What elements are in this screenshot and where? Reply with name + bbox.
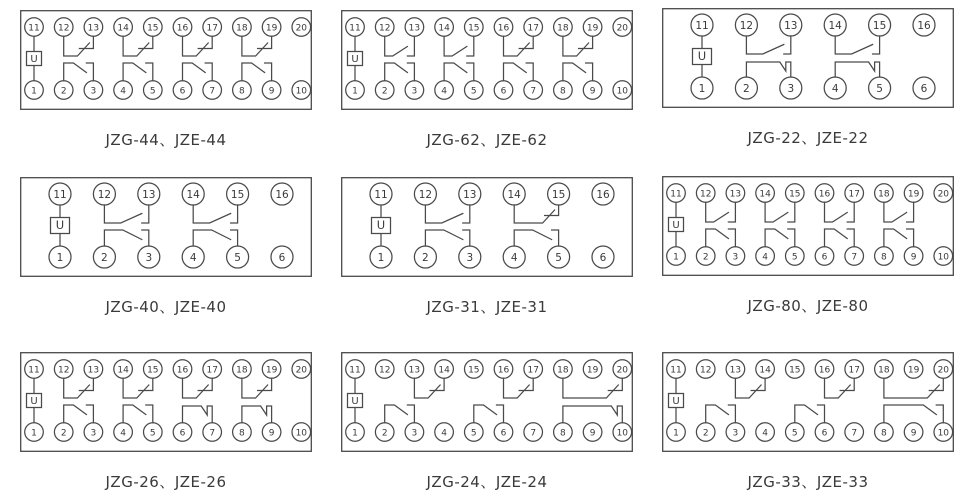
- contact-14-15-no: [765, 202, 795, 222]
- terminal-label-16: 16: [497, 365, 510, 376]
- terminal-wiring-diagram-jzg-22: [662, 8, 954, 108]
- terminal-label-20: 20: [616, 365, 629, 376]
- terminal-label-11: 11: [53, 188, 67, 201]
- terminal-label-4: 4: [762, 252, 768, 263]
- contact-5-6-no: [795, 405, 825, 423]
- terminal-label-13: 13: [729, 189, 742, 200]
- contact-16-17-nc: [825, 378, 855, 398]
- terminal-label-18: 18: [557, 365, 569, 376]
- terminal-label-3: 3: [732, 252, 739, 263]
- diagram-caption: JZG-62、JZE-62: [426, 131, 548, 149]
- terminal-label-5: 5: [555, 251, 562, 264]
- terminal-label-1: 1: [352, 86, 358, 97]
- contact-2-3-no: [425, 230, 469, 246]
- terminal-label-1: 1: [698, 82, 706, 95]
- terminal-label-6: 6: [500, 86, 507, 97]
- terminal-label-9: 9: [910, 252, 917, 263]
- contact-8-9-nc: [242, 406, 272, 423]
- terminal-label-17: 17: [527, 365, 539, 376]
- terminal-label-5: 5: [470, 428, 477, 439]
- coil-label: U: [351, 54, 359, 66]
- terminal-label-13: 13: [87, 365, 100, 376]
- terminal-label-15: 15: [147, 365, 159, 376]
- contact-8-9-no: [884, 229, 914, 247]
- terminal-label-1: 1: [31, 86, 37, 97]
- terminal-label-1: 1: [673, 252, 679, 263]
- terminal-label-20: 20: [295, 23, 308, 34]
- terminal-label-7: 7: [530, 428, 537, 439]
- terminal-label-6: 6: [500, 428, 507, 439]
- terminal-label-8: 8: [239, 86, 245, 97]
- terminal-label-11: 11: [28, 23, 40, 34]
- terminal-label-7: 7: [209, 86, 216, 97]
- terminal-label-17: 17: [527, 23, 539, 34]
- terminal-label-19: 19: [265, 365, 278, 376]
- terminal-label-3: 3: [90, 428, 97, 439]
- contact-4-5-no: [123, 405, 153, 423]
- contact-12-13-nc: [64, 36, 94, 56]
- terminal-label-3: 3: [787, 82, 795, 95]
- terminal-label-3: 3: [90, 86, 97, 97]
- contact-16-17-nc: [183, 36, 213, 56]
- terminal-label-6: 6: [278, 251, 286, 264]
- terminal-label-11: 11: [349, 23, 361, 34]
- terminal-label-19: 19: [586, 23, 599, 34]
- terminal-wiring-diagram-jzg-40: [20, 177, 312, 277]
- terminal-label-8: 8: [560, 428, 566, 439]
- terminal-wiring-diagram-jzg-62: [341, 10, 633, 110]
- contact-16-17-nc: [504, 36, 534, 56]
- terminal-label-6: 6: [599, 251, 607, 264]
- contact-4-5-nc: [835, 62, 879, 77]
- coil-label: U: [55, 218, 65, 233]
- contact-12-13-no: [706, 202, 736, 222]
- terminal-label-2: 2: [381, 428, 388, 439]
- terminal-label-15: 15: [789, 189, 801, 200]
- terminal-label-1: 1: [377, 251, 385, 264]
- contact-14-15-nc: [514, 205, 558, 223]
- terminal-label-4: 4: [120, 428, 126, 439]
- contact-14-15-no: [835, 36, 879, 54]
- terminal-label-20: 20: [937, 189, 950, 200]
- terminal-label-16: 16: [818, 365, 831, 376]
- terminal-label-1: 1: [352, 428, 358, 439]
- terminal-label-15: 15: [551, 188, 566, 201]
- terminal-label-4: 4: [510, 251, 518, 264]
- terminal-label-19: 19: [907, 189, 920, 200]
- terminal-label-17: 17: [848, 189, 860, 200]
- terminal-label-17: 17: [206, 23, 218, 34]
- terminal-wiring-diagram-jzg-31: [341, 177, 633, 277]
- terminal-label-2: 2: [60, 86, 67, 97]
- contact-12-13-no: [425, 205, 469, 223]
- terminal-label-1: 1: [31, 428, 37, 439]
- contact-6-7-no: [825, 229, 855, 247]
- diagram-caption: JZG-22、JZE-22: [747, 129, 869, 147]
- terminal-label-12: 12: [378, 23, 391, 34]
- contact-12-13-nc: [64, 378, 94, 398]
- coil-label: U: [30, 54, 38, 66]
- terminal-label-16: 16: [917, 19, 931, 32]
- contact-2-3-no: [706, 405, 736, 423]
- terminal-label-18: 18: [236, 365, 248, 376]
- terminal-label-10: 10: [295, 428, 308, 439]
- terminal-label-6: 6: [179, 428, 186, 439]
- terminal-label-3: 3: [466, 251, 474, 264]
- terminal-label-20: 20: [616, 23, 629, 34]
- terminal-label-2: 2: [60, 428, 67, 439]
- terminal-label-8: 8: [881, 252, 887, 263]
- terminal-label-4: 4: [441, 86, 447, 97]
- contact-8-9-no: [242, 63, 272, 81]
- terminal-label-11: 11: [695, 19, 709, 32]
- terminal-label-15: 15: [789, 365, 801, 376]
- terminal-label-6: 6: [821, 428, 828, 439]
- terminal-label-20: 20: [937, 365, 950, 376]
- terminal-label-6: 6: [920, 82, 928, 95]
- terminal-label-8: 8: [881, 428, 887, 439]
- diagram-card-jzg-44: [20, 10, 312, 150]
- coil-label: U: [672, 220, 680, 232]
- terminal-label-12: 12: [97, 188, 112, 201]
- contact-12-13-no: [385, 36, 415, 56]
- terminal-label-5: 5: [470, 86, 477, 97]
- diagram-card-jzg-62: [341, 10, 633, 150]
- terminal-label-15: 15: [872, 19, 887, 32]
- terminal-label-11: 11: [28, 365, 40, 376]
- terminal-label-14: 14: [117, 23, 129, 34]
- diagram-card-jzg-26: [20, 352, 312, 492]
- contact-4-5-no: [193, 230, 237, 246]
- terminal-label-15: 15: [468, 23, 480, 34]
- contact-18-19-no: [884, 202, 914, 222]
- contact-2-3-no: [385, 405, 415, 423]
- diagram-card-jzg-80: [662, 176, 954, 316]
- terminal-label-18: 18: [878, 365, 890, 376]
- terminal-label-2: 2: [381, 86, 388, 97]
- contact-8-10-no: [884, 405, 943, 423]
- diagram-caption: JZG-33、JZE-33: [747, 473, 869, 491]
- terminal-label-16: 16: [596, 188, 610, 201]
- terminal-label-7: 7: [530, 86, 537, 97]
- contact-16-17-nc: [504, 378, 534, 398]
- terminal-label-12: 12: [699, 365, 712, 376]
- terminal-label-19: 19: [586, 365, 599, 376]
- contact-4-5-no: [444, 63, 474, 81]
- contact-14-15-nc: [123, 378, 153, 398]
- contact-2-3-no: [706, 229, 736, 247]
- contact-6-7-no: [183, 63, 213, 81]
- terminal-label-13: 13: [729, 365, 742, 376]
- terminal-label-9: 9: [268, 86, 275, 97]
- terminal-label-8: 8: [239, 428, 245, 439]
- terminal-label-8: 8: [560, 86, 566, 97]
- terminal-label-4: 4: [762, 428, 768, 439]
- terminal-label-10: 10: [295, 86, 308, 97]
- terminal-label-17: 17: [848, 365, 860, 376]
- contact-2-3-no: [64, 405, 94, 423]
- terminal-label-12: 12: [739, 19, 754, 32]
- diagram-card-jzg-31: [341, 177, 633, 317]
- terminal-label-16: 16: [497, 23, 510, 34]
- diagram-card-jzg-24: [341, 352, 633, 492]
- contact-6-7-no: [504, 63, 534, 81]
- terminal-label-11: 11: [349, 365, 361, 376]
- terminal-label-9: 9: [589, 86, 596, 97]
- terminal-label-19: 19: [907, 365, 920, 376]
- contact-18-20-nc: [884, 378, 943, 398]
- terminal-wiring-diagram-jzg-44: [20, 10, 312, 110]
- terminal-label-2: 2: [702, 252, 709, 263]
- terminal-label-4: 4: [441, 428, 447, 439]
- terminal-label-7: 7: [851, 428, 858, 439]
- terminal-label-15: 15: [147, 23, 159, 34]
- terminal-label-13: 13: [142, 188, 156, 201]
- terminal-label-14: 14: [828, 19, 842, 32]
- diagram-card-jzg-22: [662, 8, 954, 148]
- diagram-caption: JZG-24、JZE-24: [426, 473, 548, 491]
- contact-14-15-no: [444, 36, 474, 56]
- terminal-label-6: 6: [821, 252, 828, 263]
- coil-label: U: [672, 396, 680, 408]
- contact-5-6-no: [474, 405, 504, 423]
- terminal-label-14: 14: [438, 23, 450, 34]
- contact-8-10-nc: [563, 406, 622, 423]
- contact-4-5-no: [765, 229, 795, 247]
- terminal-label-14: 14: [759, 189, 771, 200]
- terminal-label-16: 16: [818, 189, 831, 200]
- contact-13-14-nc: [414, 378, 444, 398]
- terminal-label-11: 11: [374, 188, 388, 201]
- terminal-label-16: 16: [275, 188, 289, 201]
- terminal-label-19: 19: [265, 23, 278, 34]
- terminal-label-5: 5: [791, 428, 798, 439]
- terminal-label-15: 15: [230, 188, 245, 201]
- terminal-label-12: 12: [57, 365, 70, 376]
- contact-16-17-no: [825, 202, 855, 222]
- coil-label: U: [351, 396, 359, 408]
- terminal-label-9: 9: [268, 428, 275, 439]
- diagram-caption: JZG-40、JZE-40: [105, 298, 227, 316]
- diagram-caption: JZG-26、JZE-26: [105, 473, 227, 491]
- terminal-label-5: 5: [791, 252, 798, 263]
- terminal-label-18: 18: [236, 23, 248, 34]
- terminal-label-14: 14: [186, 188, 200, 201]
- terminal-label-16: 16: [176, 23, 189, 34]
- terminal-label-10: 10: [616, 86, 629, 97]
- terminal-label-17: 17: [206, 365, 218, 376]
- diagram-caption: JZG-80、JZE-80: [747, 297, 869, 315]
- terminal-label-10: 10: [616, 428, 629, 439]
- contact-2-3-no: [64, 63, 94, 81]
- terminal-label-5: 5: [149, 428, 156, 439]
- diagram-caption: JZG-44、JZE-44: [105, 131, 227, 149]
- terminal-label-12: 12: [57, 23, 70, 34]
- contact-14-15-no: [193, 205, 237, 223]
- terminal-label-2: 2: [101, 251, 108, 264]
- terminal-label-9: 9: [589, 428, 596, 439]
- contact-18-19-nc: [242, 36, 272, 56]
- contact-12-13-no: [746, 36, 790, 54]
- contact-2-3-no: [385, 63, 415, 81]
- contact-13-14-nc: [735, 378, 765, 398]
- contact-16-17-nc: [183, 378, 213, 398]
- coil-label: U: [376, 218, 386, 233]
- diagram-card-jzg-33: [662, 352, 954, 492]
- terminal-label-2: 2: [743, 82, 750, 95]
- terminal-label-14: 14: [507, 188, 521, 201]
- terminal-label-5: 5: [234, 251, 241, 264]
- terminal-label-3: 3: [411, 86, 418, 97]
- terminal-label-5: 5: [876, 82, 883, 95]
- terminal-label-9: 9: [910, 428, 917, 439]
- terminal-label-3: 3: [732, 428, 739, 439]
- terminal-label-7: 7: [209, 428, 216, 439]
- terminal-label-1: 1: [673, 428, 679, 439]
- terminal-label-14: 14: [438, 365, 450, 376]
- contact-6-7-nc: [183, 406, 213, 423]
- terminal-label-11: 11: [670, 189, 682, 200]
- contact-14-15-nc: [123, 36, 153, 56]
- contact-4-5-no: [123, 63, 153, 81]
- contact-18-20-nc: [563, 378, 622, 398]
- terminal-label-20: 20: [295, 365, 308, 376]
- terminal-label-14: 14: [759, 365, 771, 376]
- coil-label: U: [697, 49, 707, 64]
- terminal-label-13: 13: [408, 23, 421, 34]
- terminal-label-10: 10: [937, 252, 950, 263]
- terminal-label-2: 2: [702, 428, 709, 439]
- coil-label: U: [30, 396, 38, 408]
- contact-8-9-no: [563, 63, 593, 81]
- terminal-wiring-diagram-jzg-24: [341, 352, 633, 452]
- terminal-label-14: 14: [117, 365, 129, 376]
- contact-4-5-no: [514, 230, 558, 246]
- terminal-label-11: 11: [670, 365, 682, 376]
- terminal-label-2: 2: [422, 251, 429, 264]
- terminal-label-7: 7: [851, 252, 858, 263]
- contact-2-3-nc: [746, 62, 790, 77]
- terminal-label-4: 4: [189, 251, 197, 264]
- contact-2-3-no: [104, 230, 148, 246]
- terminal-label-13: 13: [408, 365, 421, 376]
- terminal-label-13: 13: [463, 188, 477, 201]
- terminal-label-4: 4: [120, 86, 126, 97]
- terminal-label-5: 5: [149, 86, 156, 97]
- terminal-label-15: 15: [468, 365, 480, 376]
- terminal-label-3: 3: [145, 251, 153, 264]
- terminal-wiring-diagram-jzg-80: [662, 176, 954, 276]
- contact-12-13-no: [104, 205, 148, 223]
- diagram-caption: JZG-31、JZE-31: [426, 298, 548, 316]
- terminal-wiring-diagram-jzg-26: [20, 352, 312, 452]
- terminal-label-4: 4: [831, 82, 839, 95]
- terminal-label-6: 6: [179, 86, 186, 97]
- terminal-label-13: 13: [87, 23, 100, 34]
- diagram-card-jzg-40: [20, 177, 312, 317]
- terminal-label-10: 10: [937, 428, 950, 439]
- terminal-label-16: 16: [176, 365, 189, 376]
- contact-18-19-nc: [242, 378, 272, 398]
- terminal-label-12: 12: [378, 365, 391, 376]
- terminal-label-12: 12: [418, 188, 433, 201]
- contact-18-19-nc: [563, 36, 593, 56]
- terminal-label-18: 18: [557, 23, 569, 34]
- terminal-label-13: 13: [784, 19, 798, 32]
- terminal-label-1: 1: [56, 251, 64, 264]
- terminal-wiring-diagram-jzg-33: [662, 352, 954, 452]
- terminal-label-18: 18: [878, 189, 890, 200]
- terminal-label-12: 12: [699, 189, 712, 200]
- terminal-label-3: 3: [411, 428, 418, 439]
